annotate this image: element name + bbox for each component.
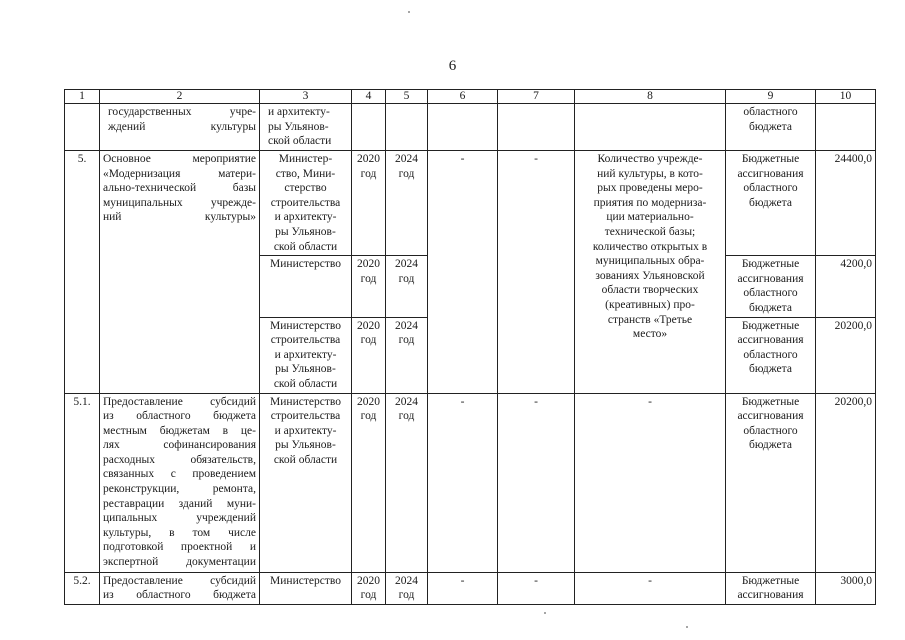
start-year-cell: 2020 год [352, 317, 386, 393]
scan-dot [686, 626, 688, 628]
amount-cell: 3000,0 [816, 572, 876, 604]
executor-cell: Министерство [260, 256, 352, 317]
event-name-cell: Основное мероприятие «Модернизация матери- ально-технической базы муниципальных учрежде- ний культуры» [100, 151, 260, 394]
start-year-cell: 2020 год [352, 572, 386, 604]
end-year-cell: 2024 год [386, 256, 428, 317]
amount-cell: 20200,0 [816, 317, 876, 393]
continued-row [65, 104, 876, 151]
column-number: 6 [428, 90, 498, 104]
dash-cell: - [575, 393, 726, 572]
empty-cell [352, 104, 386, 151]
end-year-cell: 2024 год [386, 317, 428, 393]
funding-source-cell: Бюджетные ассигнования [726, 572, 816, 604]
continued-executor-cell: и архитекту- ры Ульянов- ской области [260, 104, 352, 151]
dash-cell: - [428, 151, 498, 394]
funding-source-cell: Бюджетные ассигнования областного бюджета [726, 256, 816, 317]
event-name-cell: Предоставление субсидий из областного бюджета местным бюджетам в це- лях софинансирования расходных обязательств, связанных с проведением реконструкции, ремонта, реставрации зданий муни- ципальных учреждений культуры, в том числе подготовкой проектной и экспертной документации [100, 393, 260, 572]
column-number: 1 [65, 90, 100, 104]
empty-cell [386, 104, 428, 151]
amount-cell: 24400,0 [816, 151, 876, 256]
column-number: 9 [726, 90, 816, 104]
event-name-cell: Предоставление субсидий из областного бюджета [100, 572, 260, 604]
program-table [64, 89, 876, 605]
end-year-cell: 2024 год [386, 572, 428, 604]
dash-cell: - [498, 393, 575, 572]
executor-cell: Министерство строительства и архитекту- ры Ульянов- ской области [260, 393, 352, 572]
start-year-cell: 2020 год [352, 151, 386, 256]
row-number: 5.1. [65, 393, 100, 572]
empty-cell [575, 104, 726, 151]
start-year-cell: 2020 год [352, 256, 386, 317]
funding-source-cell: Бюджетные ассигнования областного бюджета [726, 393, 816, 572]
amount-cell: 4200,0 [816, 256, 876, 317]
end-year-cell: 2024 год [386, 151, 428, 256]
dash-cell: - [428, 393, 498, 572]
table-row [65, 393, 876, 572]
column-number: 5 [386, 90, 428, 104]
continued-source-cell: областного бюджета [726, 104, 816, 151]
column-number: 2 [100, 90, 260, 104]
column-number: 10 [816, 90, 876, 104]
column-number-row [65, 90, 876, 104]
start-year-cell: 2020 год [352, 393, 386, 572]
empty-cell [816, 104, 876, 151]
dash-cell: - [428, 572, 498, 604]
end-year-cell: 2024 год [386, 393, 428, 572]
indicator-cell: Количество учрежде- ний культуры, в кото- рых проведены меро- приятия по модерниза- ции материально- технической базы; количество открытых в муниципальных обра- зованиях Ульяновской области творческих (креативных) про- странств «Третье место» [575, 151, 726, 394]
empty-cell [428, 104, 498, 151]
table-row [65, 572, 876, 604]
dash-cell: - [498, 151, 575, 394]
table-row [65, 151, 876, 256]
dash-cell: - [498, 572, 575, 604]
row-number: 5.2. [65, 572, 100, 604]
funding-source-cell: Бюджетные ассигнования областного бюджета [726, 317, 816, 393]
executor-cell: Министерство [260, 572, 352, 604]
scan-dot [544, 612, 546, 614]
funding-source-cell: Бюджетные ассигнования областного бюджета [726, 151, 816, 256]
empty-cell [498, 104, 575, 151]
amount-cell: 20200,0 [816, 393, 876, 572]
column-number: 3 [260, 90, 352, 104]
scan-dot [408, 11, 410, 13]
page-number: 6 [448, 58, 457, 74]
continued-name-cell: государственных учре- ждений культуры [100, 104, 260, 151]
row-number: 5. [65, 151, 100, 394]
column-number: 4 [352, 90, 386, 104]
column-number: 7 [498, 90, 575, 104]
empty-cell [65, 104, 100, 151]
column-number: 8 [575, 90, 726, 104]
executor-cell: Министерство строительства и архитекту- ры Ульянов- ской области [260, 317, 352, 393]
dash-cell: - [575, 572, 726, 604]
executor-cell: Министер- ство, Мини- стерство строительства и архитекту- ры Ульянов- ской области [260, 151, 352, 256]
